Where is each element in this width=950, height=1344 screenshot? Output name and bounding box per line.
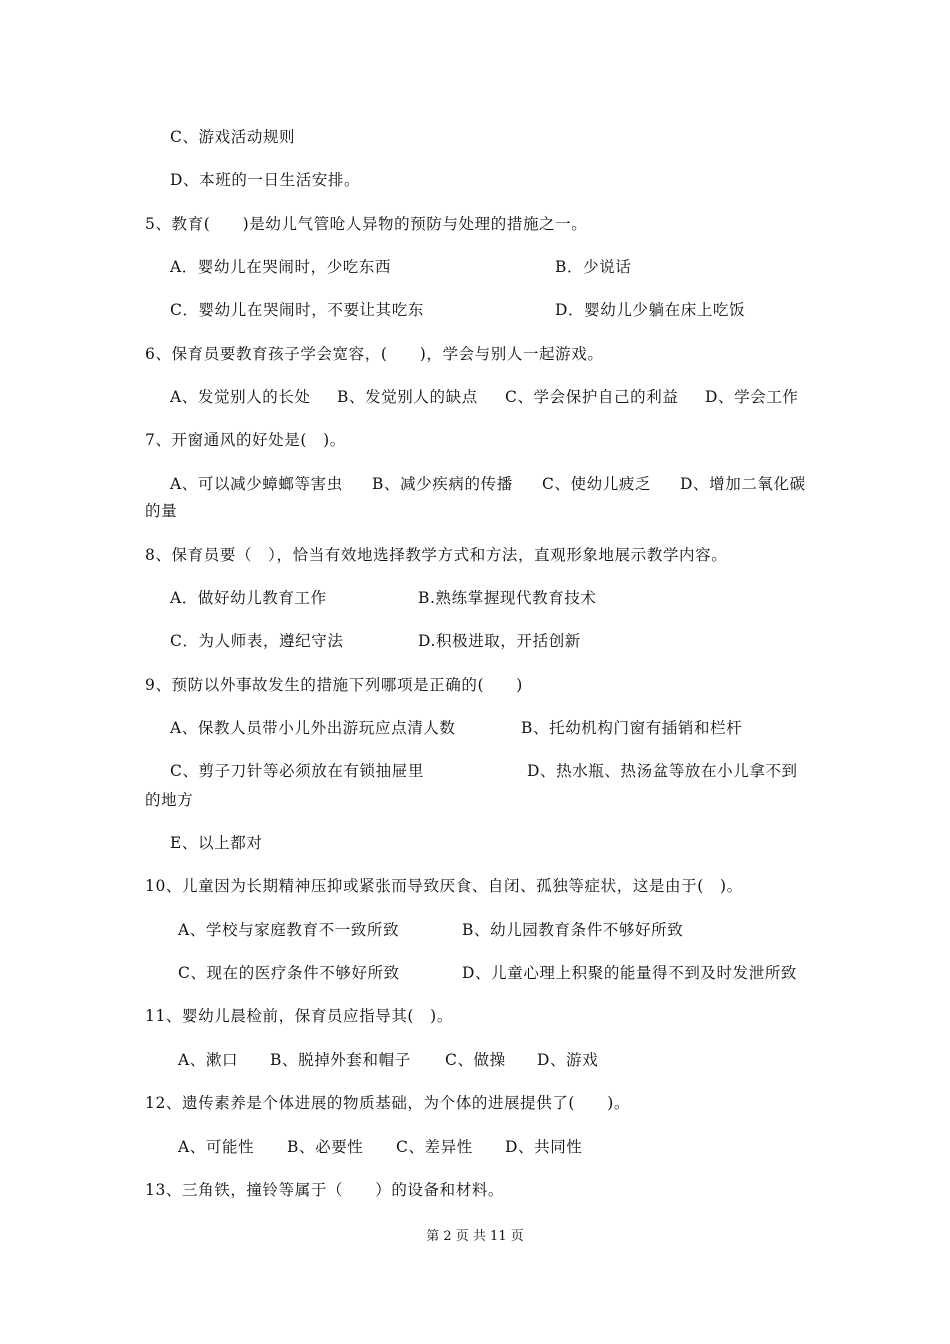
q4-option-c: C、游戏活动规则 [170,128,296,146]
q11-option-a: A、漱口 [178,1051,239,1069]
q5-option-d: D．婴幼儿少躺在床上吃饭 [555,301,746,319]
q9-option-d-continued: 的地方 [145,791,194,809]
question-12: 12、遗传素养是个体进展的物质基础，为个体的进展提供了( )。 [145,1094,631,1112]
q11-option-c: C、做操 [445,1051,506,1069]
q8-option-d: D.积极进取，开括创新 [418,632,581,650]
q6-option-c: C、学会保护自己的利益 [505,388,679,406]
q12-option-c: C、差异性 [396,1138,473,1156]
question-11: 11、婴幼儿晨检前，保育员应指导其( )。 [145,1007,453,1025]
q12-option-a: A、可能性 [178,1138,255,1156]
q8-option-a: A．做好幼儿教育工作 [170,589,327,607]
q10-option-a: A、学校与家庭教育不一致所致 [178,921,400,939]
q6-option-d: D、学会工作 [705,388,799,406]
q9-option-d: D、热水瓶、热汤盆等放在小儿拿不到 [527,762,798,780]
q5-option-a: A．婴幼儿在哭闹时，少吃东西 [170,258,392,276]
question-5: 5、教育( )是幼儿气管呛人异物的预防与处理的措施之一。 [145,215,588,233]
question-6: 6、保育员要教育孩子学会宽容，( )，学会与别人一起游戏。 [145,345,604,363]
q10-option-c: C、现在的医疗条件不够好所致 [178,964,400,982]
q10-option-d: D、儿童心理上积聚的能量得不到及时发泄所致 [462,964,798,982]
q7-option-c: C、使幼儿疲乏 [542,475,652,493]
q11-option-d: D、游戏 [537,1051,599,1069]
q11-option-b: B、脱掉外套和帽子 [270,1051,411,1069]
q5-option-c: C．婴幼儿在哭闹时，不要让其吃东 [170,301,424,319]
q5-option-b: B．少说话 [555,258,632,276]
question-10: 10、儿童因为长期精神压抑或紧张而导致厌食、自闭、孤独等症状，这是由于( )。 [145,877,743,895]
question-7: 7、开窗通风的好处是( )。 [145,431,346,449]
q7-option-b: B、减少疾病的传播 [372,475,513,493]
question-13: 13、三角铁，撞铃等属于（ ）的设备和材料。 [145,1181,505,1199]
question-9: 9、预防以外事故发生的措施下列哪项是正确的( ) [145,676,523,694]
q12-option-d: D、共同性 [505,1138,583,1156]
q7-option-a: A、可以减少蟑螂等害虫 [170,475,343,493]
q4-option-d: D、本班的一日生活安排。 [170,171,361,189]
q9-option-e: E、以上都对 [170,834,263,852]
question-8: 8、保育员要（ ），恰当有效地选择教学方式和方法，直观形象地展示教学内容。 [145,546,728,564]
q9-option-c: C、剪子刀针等必须放在有锁抽屉里 [170,762,424,780]
page-footer: 第 2 页 共 11 页 [426,1229,524,1244]
q6-option-a: A、发觉别人的长处 [170,388,311,406]
q9-option-b: B、托幼机构门窗有插销和栏杆 [521,719,743,737]
q12-option-b: B、必要性 [287,1138,364,1156]
q9-option-a: A、保教人员带小儿外出游玩应点清人数 [170,719,456,737]
q7-option-d: D、增加二氧化碳 [680,475,806,493]
q8-option-c: C．为人师表，遵纪守法 [170,632,344,650]
q6-option-b: B、发觉别人的缺点 [337,388,478,406]
q8-option-b: B.熟练掌握现代教育技术 [418,589,597,607]
q10-option-b: B、幼儿园教育条件不够好所致 [462,921,684,939]
q7-option-d-continued: 的量 [145,502,178,520]
